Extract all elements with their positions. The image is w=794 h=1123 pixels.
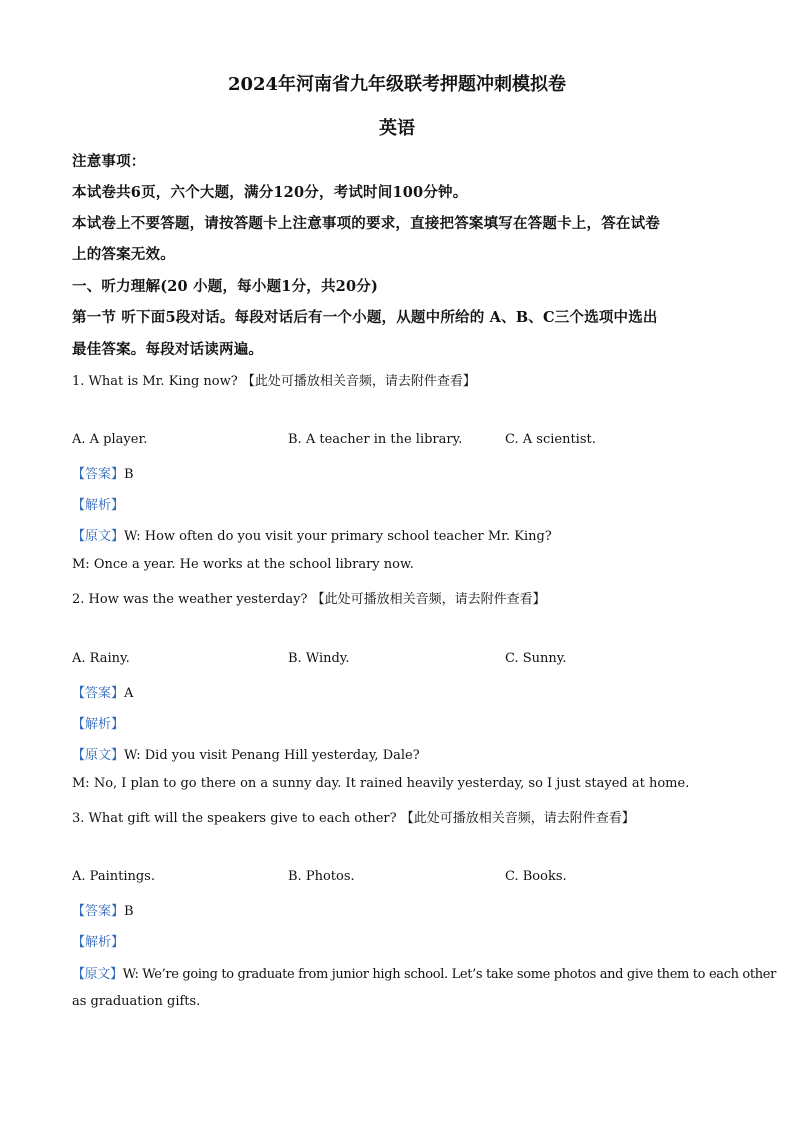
original-label: 【原文】 [72, 529, 125, 544]
question-2-option-a: A. Rainy. [72, 651, 130, 666]
question-1-original-1 [72, 525, 552, 544]
question-1-option-b: B. A teacher in the library. [288, 432, 463, 447]
question-2-original-1 [72, 744, 420, 763]
subject-title: 英语 [379, 118, 415, 139]
question-3-answer [72, 900, 134, 919]
question-2-option-b: B. Windy. [288, 651, 350, 666]
question-3-original-2: as graduation gifts. [72, 994, 201, 1009]
question-3-stem: 3. What gift will the speakers give to each other? 【此处可播放相关音频，请去附件查看】 [72, 811, 635, 826]
part-instruction-2: 最佳答案。每段对话读两遍。 [72, 341, 264, 358]
part-instruction-1: 第一节 听下面5段对话。每段对话后有一个小题，从题中所给的 A、B、C三个选项中选出 [72, 309, 658, 326]
question-2-option-c: C. Sunny. [505, 651, 567, 666]
answer-value: B [124, 904, 134, 919]
question-2-stem: 2. How was the weather yesterday? 【此处可播放相关音频，请去附件查看】 [72, 592, 546, 607]
question-3-analysis-label: 【解析】 [72, 935, 125, 950]
question-3-option-b: B. Photos. [288, 869, 355, 884]
notes-line-1: 本试卷共6页，六个大题，满分120分，考试时间100分钟。 [72, 184, 468, 201]
question-3-option-c: C. Books. [505, 869, 567, 884]
answer-label: 【答案】 [72, 904, 125, 919]
question-1-analysis-label: 【解析】 [72, 498, 125, 513]
question-2-original-2: M: No, I plan to go there on a sunny day. It rained heavily yesterday, so I just stayed at home. [72, 776, 690, 791]
notes-heading: 注意事项： [72, 153, 146, 170]
notes-line-2: 本试卷上不要答题，请按答题卡上注意事项的要求，直接把答案填写在答题卡上，答在试卷 [72, 215, 660, 232]
question-3-original-1 [72, 963, 776, 982]
question-1-original-2: M: Once a year. He works at the school library now. [72, 557, 414, 572]
question-1-stem: 1. What is Mr. King now? 【此处可播放相关音频，请去附件查看】 [72, 374, 476, 389]
question-1-option-c: C. A scientist. [505, 432, 596, 447]
question-2-analysis-label: 【解析】 [72, 717, 125, 732]
notes-line-3: 上的答案无效。 [72, 246, 175, 263]
exam-title: 2024年河南省九年级联考押题冲刺模拟卷 [227, 74, 567, 95]
original-text: W: How often do you visit your primary school teacher Mr. King? [124, 529, 552, 544]
answer-label: 【答案】 [72, 467, 125, 482]
answer-value: B [124, 467, 134, 482]
original-label: 【原文】 [72, 967, 123, 982]
original-label: 【原文】 [72, 748, 125, 763]
question-3-option-a: A. Paintings. [72, 869, 155, 884]
answer-value: A [124, 686, 134, 701]
answer-label: 【答案】 [72, 686, 125, 701]
question-1-answer [72, 463, 134, 482]
question-1-option-a: A. A player. [72, 432, 148, 447]
question-2-answer [72, 682, 133, 701]
original-text: W: Did you visit Penang Hill yesterday, Dale? [124, 748, 420, 763]
original-text: W: We’re going to graduate from junior high school. Let’s take some photos and give them to each other [122, 967, 777, 982]
section-title: 一、听力理解(20 小题，每小题1分，共20分) [72, 278, 379, 295]
